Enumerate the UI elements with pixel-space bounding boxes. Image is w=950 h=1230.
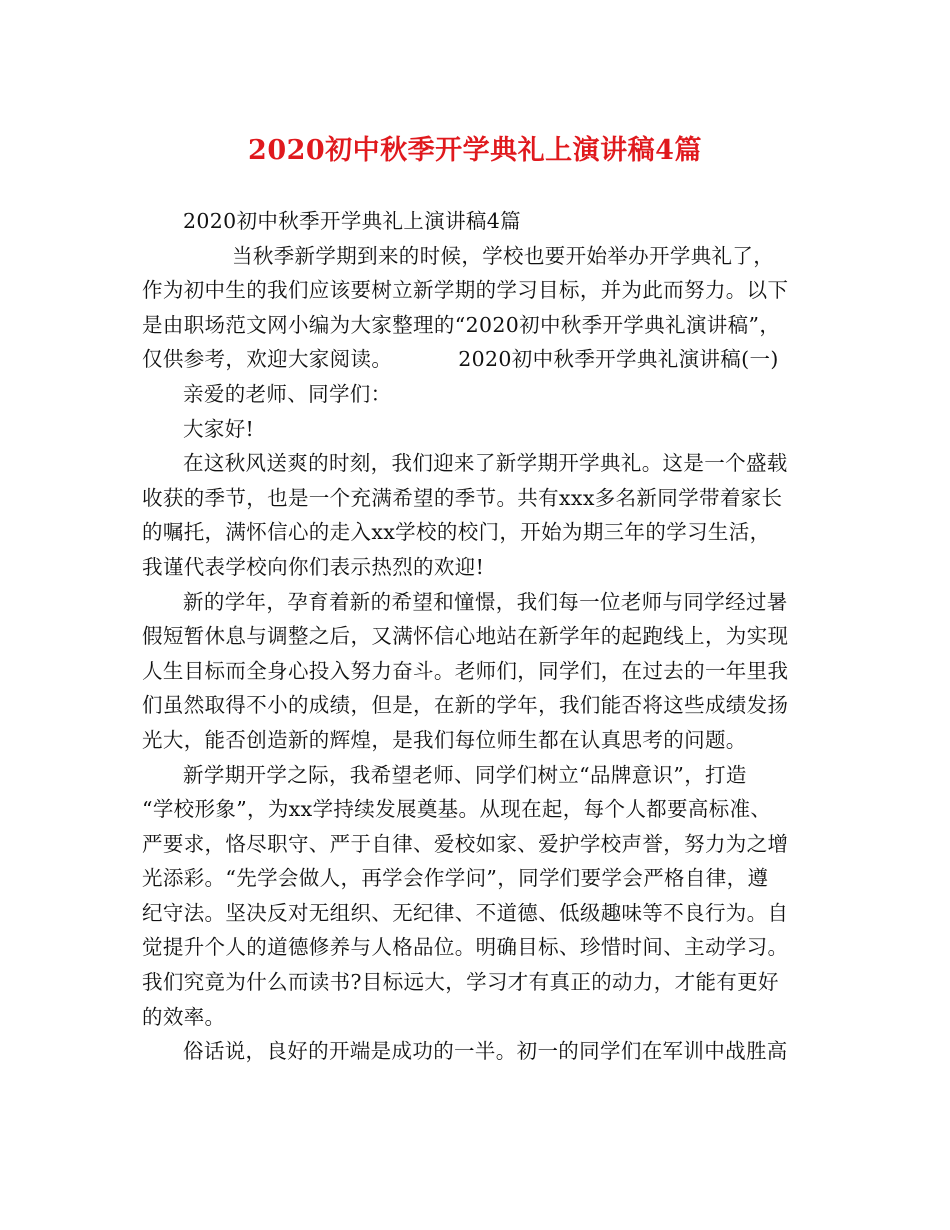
paragraph-line: 我们究竟为什么而读书?目标远大，学习才有真正的动力，才能有更好: [142, 970, 779, 995]
paragraph-line: 在这秋风送爽的时刻，我们迎来了新学期开学典礼。这是一个盛载: [183, 451, 788, 476]
intro-line: 作为初中生的我们应该要树立新学期的学习目标，并为此而努力。以下: [142, 278, 789, 303]
paragraph-line: 新学期开学之际，我希望老师、同学们树立“品牌意识”，打造: [183, 762, 747, 787]
speech-heading: 2020初中秋季开学典礼演讲稿(一): [458, 347, 779, 372]
paragraph-line: 光添彩。“先学会做人，再学会作学问”，同学们要学会严格自律，遵: [142, 866, 769, 891]
greeting-line: 大家好!: [183, 416, 255, 441]
salutation-line: 亲爱的老师、同学们：: [183, 381, 392, 406]
intro-line: [142, 342, 818, 377]
paragraph-line: 的效率。: [142, 1004, 226, 1029]
document-title: 2020初中秋季开学典礼上演讲稿4篇: [248, 135, 702, 166]
paragraph-line: 纪守法。坚决反对无组织、无纪律、不道德、低级趣味等不良行为。自: [142, 900, 789, 925]
paragraph-line: 严要求，恪尽职守、严于自律、爱校如家、爱护学校声誉，努力为之增: [142, 831, 789, 856]
paragraph-line: 光大，能否创造新的辉煌，是我们每位师生都在认真思考的问题。: [142, 727, 747, 752]
intro-text: 仅供参考，欢迎大家阅读。: [142, 347, 393, 372]
paragraph-line: 的嘱托，满怀信心的走入xx学校的校门，开始为期三年的学习生活，: [142, 520, 771, 545]
paragraph-line: 俗话说，良好的开端是成功的一半。初一的同学们在军训中战胜高: [183, 1039, 788, 1064]
document-body: [142, 204, 818, 1069]
paragraph-line: 假短暂休息与调整之后，又满怀信心地站在新学年的起跑线上，为实现: [142, 624, 789, 649]
intro-line: 是由职场范文网小编为大家整理的“2020初中秋季开学典礼演讲稿”，: [142, 312, 781, 337]
intro-line: 当秋季新学期到来的时候，学校也要开始举办开学典礼了，: [232, 243, 775, 268]
paragraph-line: “学校形象”，为xx学持续发展奠基。从现在起，每个人都要高标准、: [142, 797, 772, 822]
paragraph-line: 新的学年，孕育着新的希望和憧憬，我们每一位老师与同学经过暑: [183, 589, 788, 614]
paragraph-line: 觉提升个人的道德修养与人格品位。明确目标、珍惜时间、主动学习。: [142, 935, 789, 960]
paragraph-line: 收获的季节，也是一个充满希望的季节。共有xxx多名新同学带着家长: [142, 485, 783, 510]
paragraph-line: 人生目标而全身心投入努力奋斗。老师们，同学们，在过去的一年里我: [142, 658, 789, 683]
paragraph-line: 们虽然取得不小的成绩，但是，在新的学年，我们能否将这些成绩发扬: [142, 693, 789, 718]
paragraph-line: 我谨代表学校向你们表示热烈的欢迎!: [142, 554, 485, 579]
subtitle-line: 2020初中秋季开学典礼上演讲稿4篇: [183, 209, 522, 233]
